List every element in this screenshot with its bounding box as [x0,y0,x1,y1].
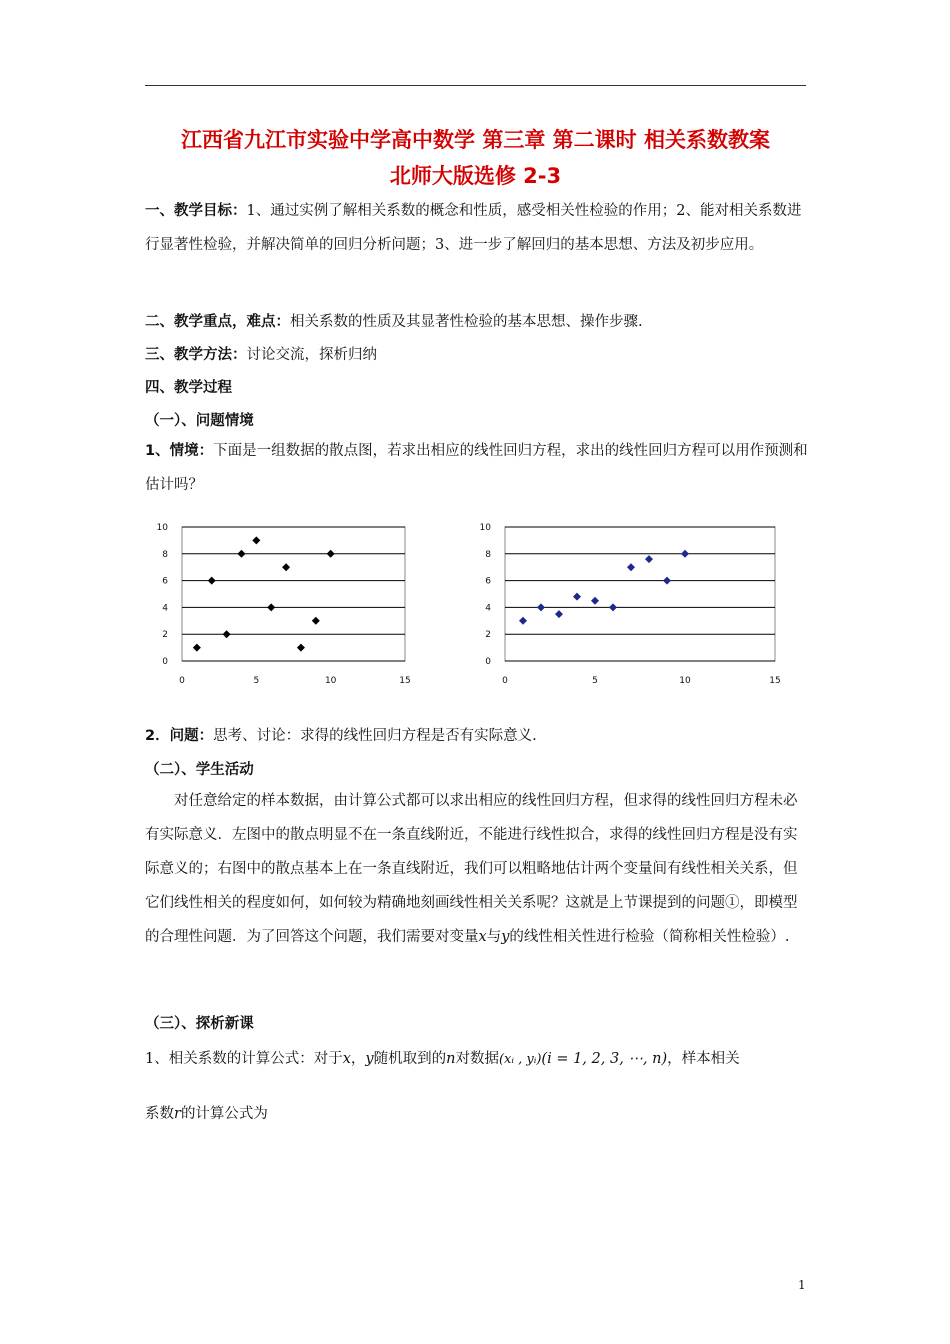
right-data-point [645,555,653,563]
right-y-tick-label: 0 [485,657,491,667]
right-plot-frame [505,527,775,661]
left-y-tick-label: 10 [156,523,168,533]
formula-var-y: y [365,1051,374,1067]
left-data-point [208,577,216,585]
right-data-point [627,563,635,571]
scenario-text: 下面是一组数据的散点图，若求出相应的线性回归方程，求出的线性回归方程可以用作预测和估计吗？ [145,443,808,493]
formula-var-r: r [174,1106,181,1122]
teaching-method-label: 三、教学方法： [145,347,247,363]
formula-var-x: x [342,1051,351,1067]
right-data-point [537,603,545,611]
left-y-tick-label: 8 [162,549,168,560]
left-data-point [297,644,305,652]
left-y-tick-label: 0 [162,657,168,667]
document-title: 江西省九江市实验中学高中数学 第三章 第二课时 相关系数教案 [181,128,770,152]
left-data-point [312,617,320,625]
right-y-tick-label: 10 [479,523,491,533]
student-activity-paragraph [145,784,809,954]
left-x-tick-label: 10 [324,676,337,686]
key-points [145,310,643,331]
teaching-goals-text: 1、通过实例了解相关系数的概念和性质，感受相关性检验的作用；2、能对相关系数进行显著性检验，并解决简单的回归分析问题；3、进一步了解回归的基本思想、方法及初步应用。 [145,203,802,253]
variable-y: y [501,929,510,945]
part1-heading-text: （一）、问题情境 [145,413,254,429]
part2-heading [145,758,254,779]
page-number: 1 [798,1278,806,1292]
teaching-method [145,343,377,364]
key-points-label: 二、教学重点，难点： [145,314,290,330]
activity-text-b: 与 [486,929,502,945]
left-x-tick-label: 5 [253,676,260,686]
formula-line2-a: 系数 [145,1106,174,1122]
right-y-tick-label: 8 [485,549,491,560]
right-y-tick-label: 4 [485,603,491,614]
scenario-label: 1、情境： [145,443,214,459]
formula-intro-line [145,1047,740,1068]
left-plot-frame [182,527,405,661]
right-x-tick-label: 15 [769,676,781,686]
left-data-point [282,563,290,571]
formula-line2-b: 的计算公式为 [180,1106,268,1122]
scenario-paragraph [145,434,809,502]
formula-data-pair: (xᵢ , yᵢ) [498,1052,542,1067]
question-line [145,724,537,745]
document-subtitle: 北师大版选修 2-3 [389,164,562,188]
question-label: 2．问题： [145,728,214,744]
left-data-point [223,630,231,638]
right-data-point [663,577,671,585]
left-data-point [237,550,245,558]
question-text: 思考、讨论：求得的线性回归方程是否有实际意义. [213,728,537,744]
formula-intro-d: ，样本相关 [667,1051,740,1067]
teaching-process-label: 四、教学过程 [145,380,232,396]
left-data-point [267,603,275,611]
right-data-point [573,593,581,601]
left-data-point [327,550,335,558]
right-y-tick-label: 6 [485,576,491,587]
teaching-goals [145,194,809,262]
scatter-chart-right-svg [470,515,790,695]
right-data-point [555,610,563,618]
left-data-point [193,644,201,652]
left-x-tick-label: 15 [399,676,411,686]
formula-comma: ， [350,1051,366,1067]
right-y-tick-label: 2 [485,630,491,641]
part3-heading [145,1012,254,1033]
right-x-tick-label: 5 [592,676,598,686]
left-x-tick-label: 0 [179,676,185,686]
scatter-chart-left [156,515,411,699]
right-data-point [609,603,617,611]
part2-heading-text: （二）、学生活动 [145,762,254,778]
scatter-chart-right [470,515,790,699]
formula-intro-line2 [145,1102,268,1123]
formula-intro-c: 对数据 [455,1051,499,1067]
teaching-process [145,376,232,397]
formula-var-n: n [446,1051,456,1067]
left-y-tick-label: 4 [162,603,168,614]
variable-x: x [478,929,487,945]
right-x-tick-label: 0 [502,676,508,686]
part3-heading-text: （三）、探析新课 [145,1016,254,1032]
formula-index-range: (i = 1, 2, 3, ⋯, n) [541,1051,668,1067]
activity-text-c: 的线性相关性进行检验（简称相关性检验）. [509,929,790,945]
part1-heading [145,409,254,430]
teaching-goals-label: 一、教学目标： [145,203,247,219]
key-points-text: 相关系数的性质及其显著性检验的基本思想、操作步骤. [290,314,643,330]
left-y-tick-label: 6 [162,576,168,587]
right-data-point [681,550,689,558]
header-rule [145,85,806,86]
formula-intro-b: 随机取到的 [373,1051,447,1067]
scatter-chart-left-svg [156,515,411,695]
activity-text-a: 对任意给定的样本数据，由计算公式都可以求出相应的线性回归方程，但求得的线性回归方程未必有实际意义．左图中的散点明显不在一条直线附近，不能进行线性拟合，求得的线性回归方程是没有实际意义的；右图中的散点基本上在一条直线附近，我们可以粗略地估计两个变量间有线性相关关系，但它们线性相关的程度如何，如何较为精确地刻画线性相关关系呢？这就是上节课提到的问题①，即模型的合理性问题．为了回答这个问题，我们需要对变量 [145,793,798,945]
right-data-point [519,617,527,625]
left-data-point [252,536,260,544]
right-data-point [591,597,599,605]
right-x-tick-label: 10 [679,676,691,686]
teaching-method-text: 讨论交流，探析归纳 [246,347,377,363]
formula-intro-a: 1、相关系数的计算公式：对于 [145,1051,343,1067]
left-y-tick-label: 2 [162,630,168,641]
